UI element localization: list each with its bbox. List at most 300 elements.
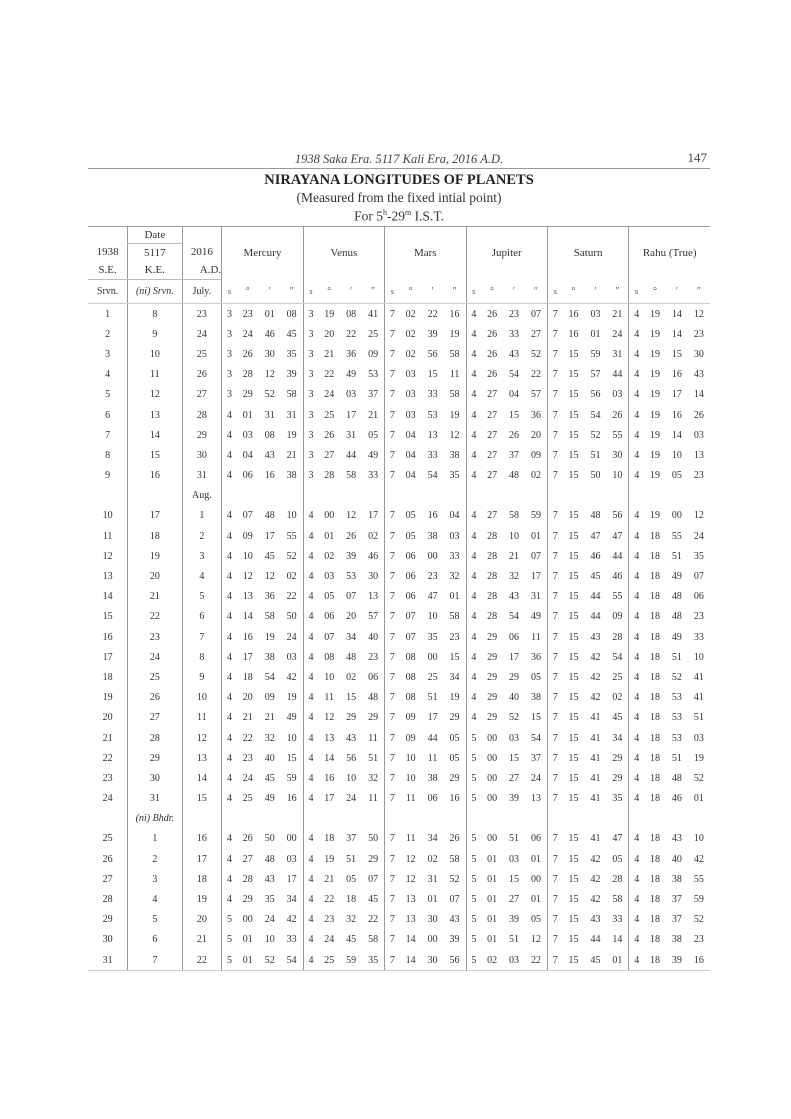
jupiter-degree: 01 [487, 873, 498, 885]
saturn-second: 44 [612, 369, 623, 381]
rahu-second: 26 [693, 409, 704, 421]
mars-second: 38 [449, 449, 460, 461]
mercury-degree: 01 [242, 409, 253, 421]
date-ke: 13 [128, 405, 182, 425]
rahu-sign: 4 [629, 445, 644, 465]
date-ke: 28 [128, 728, 182, 748]
saturn-degree: 15 [568, 853, 579, 865]
jupiter-degree: 28 [487, 591, 498, 603]
venus-unit-degree: ° [318, 280, 340, 304]
venus-minute: 29 [346, 712, 357, 724]
mercury-sign: 4 [222, 506, 237, 526]
mercury-sign: 4 [222, 889, 237, 909]
saturn-degree: 15 [568, 369, 579, 381]
venus-sign: 4 [303, 950, 318, 971]
saturn-second: 29 [612, 752, 623, 764]
mercury-degree: 16 [242, 631, 253, 643]
saturn-degree: 15 [568, 793, 579, 805]
venus-degree: 02 [324, 550, 335, 562]
rahu-minute: 49 [671, 571, 682, 583]
saturn-degree: 15 [563, 950, 585, 971]
mercury-second: 22 [286, 591, 297, 603]
jupiter-degree: 27 [487, 389, 498, 401]
venus-minute: 56 [346, 752, 357, 764]
rahu-second: 16 [688, 950, 710, 971]
rahu-minute: 48 [671, 611, 682, 623]
mercury-degree: 13 [242, 591, 253, 603]
rahu-degree: 18 [649, 611, 660, 623]
mars-degree: 04 [405, 470, 416, 482]
mars-second: 33 [449, 550, 460, 562]
mercury-minute: 35 [264, 894, 275, 906]
rahu-second: 19 [693, 752, 704, 764]
mars-sign: 7 [385, 869, 400, 889]
jupiter-minute: 39 [509, 914, 520, 926]
mars-sign: 7 [385, 405, 400, 425]
jupiter-degree: 28 [487, 611, 498, 623]
mars-degree: 14 [405, 934, 416, 946]
venus-second: 40 [368, 631, 379, 643]
date-ad: 28 [182, 405, 222, 425]
jupiter-minute: 06 [509, 631, 520, 643]
table-row [88, 930, 710, 950]
mercury-second: 03 [286, 853, 297, 865]
venus-minute: 39 [346, 550, 357, 562]
venus-sign: 4 [303, 587, 318, 607]
rahu-sign: 4 [629, 950, 644, 971]
saturn-minute: 44 [590, 591, 601, 603]
saturn-degree: 16 [568, 308, 579, 320]
mercury-second: 52 [286, 550, 297, 562]
mercury-second: 45 [286, 328, 297, 340]
venus-minute: 26 [346, 530, 357, 542]
jupiter-second: 15 [530, 712, 541, 724]
jupiter-minute: 21 [509, 550, 520, 562]
jupiter-minute: 03 [509, 732, 520, 744]
rahu-unit-second: ″ [688, 280, 710, 304]
jupiter-unit-second: ″ [525, 280, 547, 304]
jupiter-degree: 29 [487, 671, 498, 683]
rahu-degree: 18 [649, 914, 660, 926]
rahu-degree: 18 [649, 793, 660, 805]
mercury-sign: 5 [222, 910, 237, 930]
date-ad: 7 [182, 627, 222, 647]
saturn-degree: 15 [568, 934, 579, 946]
venus-second: 02 [368, 530, 379, 542]
venus-second: 23 [368, 651, 379, 663]
rahu-minute: 49 [671, 631, 682, 643]
mars-degree: 10 [405, 752, 416, 764]
jupiter-minute: 26 [509, 429, 520, 441]
mars-degree: 10 [405, 772, 416, 784]
mercury-unit-sign: s [222, 280, 237, 304]
rahu-second: 52 [693, 914, 704, 926]
mercury-second: 39 [286, 369, 297, 381]
saturn-second: 47 [612, 833, 623, 845]
jupiter-minute: 43 [509, 348, 520, 360]
mercury-second: 50 [286, 611, 297, 623]
mars-sign: 7 [385, 425, 400, 445]
saturn-degree: 15 [568, 833, 579, 845]
mercury-second: 54 [281, 950, 303, 971]
mercury-sign: 4 [222, 667, 237, 687]
date-ke: 14 [128, 425, 182, 445]
mars-second: 58 [449, 611, 460, 623]
saturn-minute: 41 [590, 752, 601, 764]
date-se: 9 [105, 470, 111, 482]
saturn-sign: 7 [547, 385, 562, 405]
saturn-sign: 7 [547, 768, 562, 788]
date-ke: 11 [128, 365, 182, 385]
saturn-sign: 7 [547, 607, 562, 627]
venus-sign: 3 [303, 365, 318, 385]
table-row [88, 789, 710, 809]
ad-year: 2016 [182, 244, 222, 262]
mercury-minute: 43 [264, 449, 275, 461]
mars-minute: 51 [427, 692, 438, 704]
saturn-second: 54 [612, 651, 623, 663]
mercury-minute: 19 [264, 631, 275, 643]
rahu-degree: 18 [649, 550, 660, 562]
mercury-degree: 21 [242, 712, 253, 724]
venus-sign: 4 [303, 627, 318, 647]
month-label-bhdr: (ni) Bhdr. [128, 809, 182, 829]
venus-minute: 15 [346, 692, 357, 704]
rahu-second: 52 [693, 772, 704, 784]
mercury-sign: 4 [222, 849, 237, 869]
jupiter-degree: 27 [487, 429, 498, 441]
date-ad: 19 [182, 889, 222, 909]
saturn-second: 45 [612, 712, 623, 724]
date-ad: 10 [182, 688, 222, 708]
mercury-degree: 28 [242, 873, 253, 885]
rahu-second: 24 [693, 530, 704, 542]
rahu-second: 41 [693, 692, 704, 704]
table-row [88, 607, 710, 627]
saturn-degree: 15 [568, 772, 579, 784]
mars-degree: 06 [405, 591, 416, 603]
jupiter-second: 12 [530, 934, 541, 946]
mars-sign: 7 [385, 304, 400, 325]
date-ad: 5 [182, 587, 222, 607]
date-ke: 22 [128, 607, 182, 627]
month-break-row [88, 486, 710, 506]
jupiter-second: 05 [530, 671, 541, 683]
date-ad: 24 [182, 324, 222, 344]
saturn-sign: 7 [547, 304, 562, 325]
rahu-minute: 40 [671, 853, 682, 865]
jupiter-degree: 29 [487, 712, 498, 724]
rahu-second: 10 [693, 651, 704, 663]
mercury-second: 35 [286, 348, 297, 360]
venus-degree: 16 [324, 772, 335, 784]
mercury-degree: 06 [242, 470, 253, 482]
rahu-minute: 16 [671, 369, 682, 381]
saturn-minute: 46 [590, 550, 601, 562]
jupiter-second: 52 [530, 348, 541, 360]
mercury-second: 21 [286, 449, 297, 461]
mars-second: 04 [449, 510, 460, 522]
mars-minute: 30 [427, 914, 438, 926]
venus-degree: 17 [324, 793, 335, 805]
jupiter-sign: 4 [466, 405, 481, 425]
venus-unit-second: ″ [362, 280, 384, 304]
venus-minute: 05 [346, 873, 357, 885]
jupiter-degree: 27 [487, 510, 498, 522]
date-se: 4 [105, 369, 111, 381]
mercury-degree: 24 [242, 772, 253, 784]
venus-minute: 37 [346, 833, 357, 845]
jupiter-sign: 4 [466, 425, 481, 445]
mars-sign: 7 [385, 587, 400, 607]
venus-second: 21 [368, 409, 379, 421]
rahu-sign: 4 [629, 789, 644, 809]
mars-sign: 7 [385, 910, 400, 930]
jupiter-sign: 4 [466, 607, 481, 627]
mars-sign: 7 [385, 688, 400, 708]
mars-second: 23 [449, 631, 460, 643]
jupiter-second: 22 [525, 950, 547, 971]
venus-degree: 08 [324, 651, 335, 663]
planet-mercury: Mercury [222, 227, 303, 280]
saturn-degree: 15 [568, 873, 579, 885]
venus-sign: 4 [303, 688, 318, 708]
saturn-degree: 15 [568, 651, 579, 663]
mars-second: 58 [449, 389, 460, 401]
saturn-minute: 42 [590, 873, 601, 885]
table-row [88, 587, 710, 607]
jupiter-sign: 4 [466, 627, 481, 647]
venus-second: 17 [368, 510, 379, 522]
ke-label: K.E. [128, 261, 182, 280]
venus-second: 35 [362, 950, 384, 971]
mars-degree: 12 [405, 873, 416, 885]
mercury-degree: 29 [242, 389, 253, 401]
venus-second: 22 [368, 914, 379, 926]
venus-sign: 4 [303, 869, 318, 889]
mercury-second: 19 [286, 429, 297, 441]
saturn-degree: 15 [568, 409, 579, 421]
mercury-degree: 26 [242, 348, 253, 360]
saturn-degree: 15 [568, 429, 579, 441]
header-rule [88, 168, 710, 169]
mars-degree: 03 [405, 369, 416, 381]
venus-sign: 4 [303, 728, 318, 748]
mars-second: 52 [449, 873, 460, 885]
date-ke: 4 [128, 889, 182, 909]
mercury-sign: 4 [222, 829, 237, 849]
venus-minute: 58 [346, 470, 357, 482]
saturn-minute: 42 [590, 651, 601, 663]
jupiter-minute: 03 [509, 853, 520, 865]
mercury-sign: 4 [222, 789, 237, 809]
date-ad: 23 [182, 304, 222, 325]
saturn-minute: 43 [590, 914, 601, 926]
venus-degree: 01 [324, 530, 335, 542]
jupiter-sign: 5 [466, 950, 481, 971]
venus-second: 57 [368, 611, 379, 623]
mars-degree: 09 [405, 732, 416, 744]
venus-degree: 10 [324, 671, 335, 683]
venus-degree: 05 [324, 591, 335, 603]
jupiter-sign: 5 [466, 728, 481, 748]
mars-degree: 02 [405, 308, 416, 320]
venus-sign: 4 [303, 607, 318, 627]
jupiter-second: 57 [530, 389, 541, 401]
mercury-degree: 07 [242, 510, 253, 522]
mercury-minute: 52 [264, 389, 275, 401]
mercury-minute: 21 [264, 712, 275, 724]
mars-degree: 07 [405, 631, 416, 643]
date-ad: 31 [182, 466, 222, 486]
mercury-sign: 3 [222, 304, 237, 325]
jupiter-second: 59 [530, 510, 541, 522]
mars-second: 16 [449, 793, 460, 805]
jupiter-sign: 5 [466, 889, 481, 909]
se-label: S.E. [88, 261, 128, 280]
mars-minute: 54 [427, 470, 438, 482]
venus-second: 06 [368, 671, 379, 683]
mars-degree: 08 [405, 651, 416, 663]
date-ad: 4 [182, 566, 222, 586]
rahu-degree: 19 [649, 328, 660, 340]
venus-unit-minute: ′ [340, 280, 362, 304]
mars-sign: 7 [385, 647, 400, 667]
mercury-minute: 24 [264, 914, 275, 926]
venus-second: 49 [368, 449, 379, 461]
venus-degree: 12 [324, 712, 335, 724]
mercury-second: 55 [286, 530, 297, 542]
jupiter-minute: 39 [509, 793, 520, 805]
rahu-second: 03 [693, 429, 704, 441]
venus-degree: 23 [324, 914, 335, 926]
jupiter-sign: 4 [466, 445, 481, 465]
jupiter-second: 06 [530, 833, 541, 845]
saturn-second: 35 [612, 793, 623, 805]
mars-minute: 47 [427, 591, 438, 603]
venus-degree: 22 [324, 894, 335, 906]
rahu-second: 43 [693, 369, 704, 381]
saturn-minute: 41 [590, 732, 601, 744]
mars-minute: 23 [427, 571, 438, 583]
date-se: 18 [102, 671, 113, 683]
rahu-degree: 18 [649, 692, 660, 704]
venus-unit-sign: s [303, 280, 318, 304]
jupiter-degree: 28 [487, 571, 498, 583]
date-se: 31 [88, 950, 128, 971]
date-se: 12 [102, 550, 113, 562]
date-ad: 21 [182, 930, 222, 950]
mars-second: 29 [449, 772, 460, 784]
venus-minute: 43 [346, 732, 357, 744]
date-ke: 3 [128, 869, 182, 889]
mars-minute: 01 [427, 894, 438, 906]
venus-degree: 07 [324, 631, 335, 643]
rahu-minute: 46 [671, 793, 682, 805]
date-se: 1 [105, 308, 111, 320]
mars-sign: 7 [385, 607, 400, 627]
jupiter-sign: 4 [466, 304, 481, 325]
date-se: 25 [102, 833, 113, 845]
jupiter-minute: 52 [509, 712, 520, 724]
mars-degree: 07 [405, 611, 416, 623]
mercury-minute: 50 [264, 833, 275, 845]
mars-sign: 7 [385, 466, 400, 486]
saturn-degree: 15 [568, 732, 579, 744]
date-ke: 31 [128, 789, 182, 809]
rahu-second: 06 [693, 591, 704, 603]
venus-sign: 4 [303, 768, 318, 788]
mars-sign: 7 [385, 445, 400, 465]
mercury-second: 00 [286, 833, 297, 845]
jupiter-second: 31 [530, 591, 541, 603]
saturn-minute: 42 [590, 853, 601, 865]
saturn-degree: 15 [568, 692, 579, 704]
mars-degree: 06 [405, 550, 416, 562]
venus-minute: 51 [346, 853, 357, 865]
saturn-second: 03 [612, 389, 623, 401]
rahu-sign: 4 [629, 627, 644, 647]
saturn-second: 30 [612, 449, 623, 461]
mars-degree: 08 [405, 692, 416, 704]
jupiter-minute: 32 [509, 571, 520, 583]
mercury-degree: 00 [242, 914, 253, 926]
mercury-degree: 27 [242, 853, 253, 865]
mars-second: 11 [449, 369, 460, 381]
mars-sign: 7 [385, 627, 400, 647]
venus-second: 29 [368, 853, 379, 865]
time-prefix: For 5 [354, 208, 383, 224]
jupiter-sign: 4 [466, 526, 481, 546]
saturn-minute: 42 [590, 894, 601, 906]
mars-degree: 13 [405, 894, 416, 906]
saturn-second: 56 [612, 510, 623, 522]
jupiter-sign: 5 [466, 849, 481, 869]
mars-minute: 00 [427, 934, 438, 946]
venus-minute: 08 [346, 308, 357, 320]
rahu-sign: 4 [629, 546, 644, 566]
saturn-sign: 7 [547, 910, 562, 930]
saturn-degree: 15 [568, 348, 579, 360]
table-row [88, 708, 710, 728]
saturn-unit-minute: ′ [585, 280, 607, 304]
mars-second: 01 [449, 591, 460, 603]
mercury-second: 03 [286, 651, 297, 663]
saturn-second: 01 [606, 950, 628, 971]
date-ke: 5 [128, 910, 182, 930]
jupiter-minute: 27 [509, 772, 520, 784]
mercury-second: 10 [286, 732, 297, 744]
mars-second: 32 [449, 571, 460, 583]
date-ad: 27 [182, 385, 222, 405]
rahu-degree: 18 [649, 732, 660, 744]
rahu-sign: 4 [629, 728, 644, 748]
mercury-degree: 04 [242, 449, 253, 461]
rahu-second: 01 [693, 793, 704, 805]
date-se: 24 [102, 793, 113, 805]
ke-month: (ni) Srvn. [128, 280, 182, 304]
planet-mars: Mars [385, 227, 466, 280]
saturn-sign: 7 [547, 688, 562, 708]
venus-degree: 00 [324, 510, 335, 522]
jupiter-second: 01 [530, 853, 541, 865]
saturn-sign: 7 [547, 324, 562, 344]
mercury-minute: 17 [264, 530, 275, 542]
mercury-minute: 43 [264, 873, 275, 885]
mars-second: 58 [449, 853, 460, 865]
mars-minute: 16 [427, 510, 438, 522]
venus-degree: 22 [324, 369, 335, 381]
